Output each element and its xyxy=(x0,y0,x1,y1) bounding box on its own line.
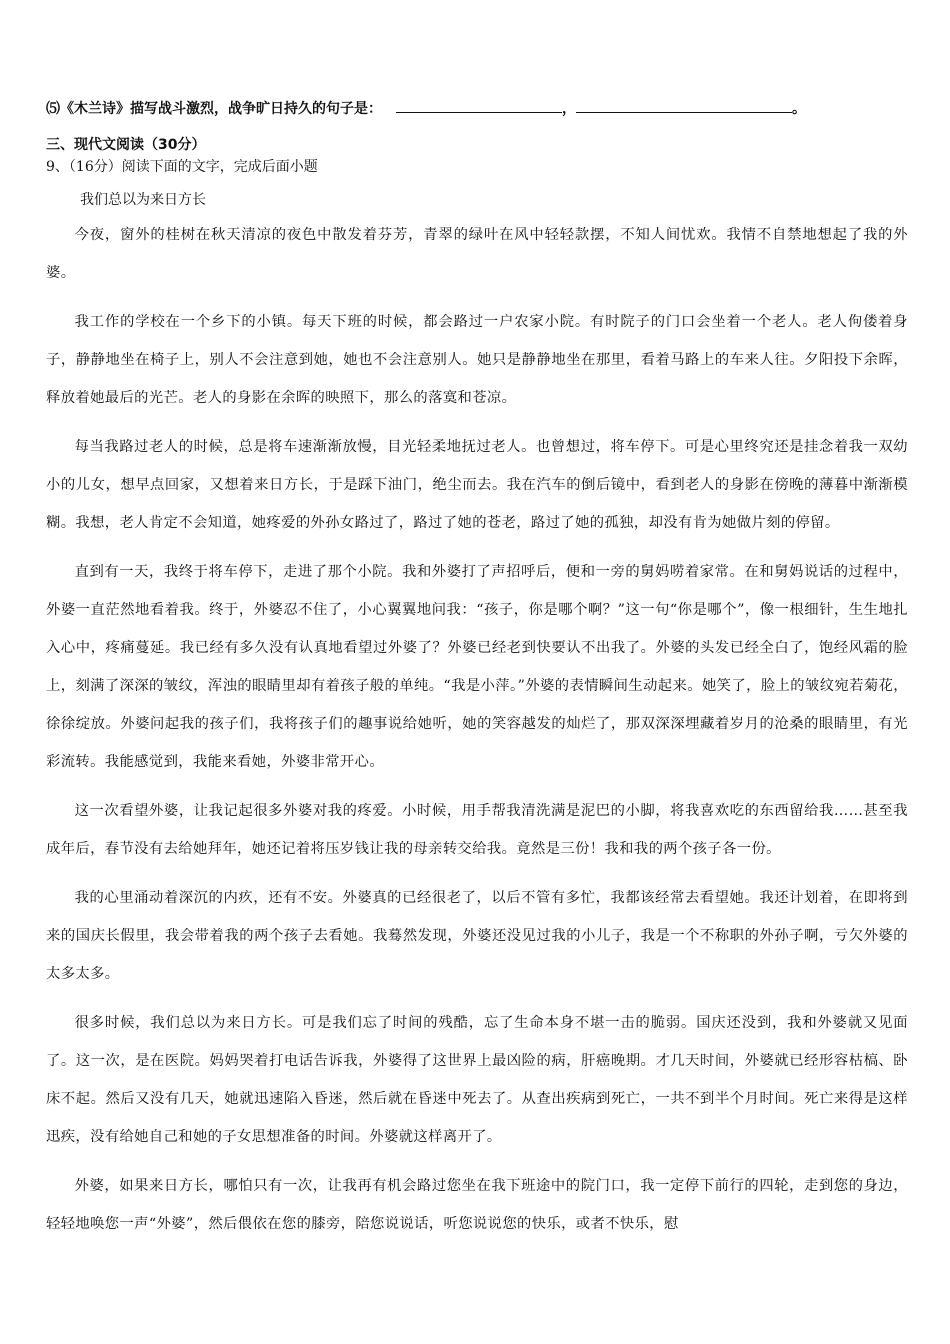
article-paragraph: 直到有一天，我终于将车停下，走进了那个小院。我和外婆打了声招呼后，便和一旁的舅妈唠着家常。在和舅妈说话的过程中，外婆一直茫然地看着我。终于，外婆忍不住了，小心翼翼地问我：“孩子，你是哪个啊？”这一句“你是哪个”，像一根细针，生生地扎入心中，疼痛蔓延。我已经有多久没有认真地看望过外婆了？外婆已经老到快要认不出我了。外婆的头发已经全白了，饱经风霜的脸上，刻满了深深的皱纹，浑浊的眼睛里却有着孩子般的单纯。“我是小萍。”外婆的表情瞬间生动起来。她笑了，脸上的皱纹宛若菊花，徐徐绽放。外婆问起我的孩子们，我将孩子们的趣事说给她听，她的笑容越发的灿烂了，那双深深埋藏着岁月的沧桑的眼睛里，有光彩流转。我能感觉到，我能来看她，外婆非常开心。 xyxy=(46,564,908,770)
exam-page xyxy=(46,98,908,1243)
question-5 xyxy=(46,98,908,122)
section-heading: 三、现代文阅读（30分） xyxy=(46,137,206,153)
article-paragraph: 今夜，窗外的桂树在秋天清凉的夜色中散发着芬芳，青翠的绿叶在风中轻轻款摆，不知人间忧欢。我情不自禁地想起了我的外婆。 xyxy=(46,227,908,281)
question-5-label: ⑸《木兰诗》描写战斗激烈，战争旷日持久的句子是： xyxy=(46,101,382,117)
article-paragraph: 我工作的学校在一个乡下的小镇。每天下班的时候，都会路过一户农家小院。有时院子的门口会坐着一个老人。老人佝偻着身子，静静地坐在椅子上，别人不会注意到她，她也不会注意别人。她只是静静地坐在那里，看着马路上的车来人往。夕阳投下余晖，释放着她最后的光芒。老人的身影在余晖的映照下，那么的落寞和苍凉。 xyxy=(46,314,908,406)
answer-blank-1[interactable] xyxy=(396,98,562,113)
answer-blank-2[interactable] xyxy=(576,98,792,113)
article-title: 我们总以为来日方长 xyxy=(80,192,206,208)
article-paragraph: 这一次看望外婆，让我记起很多外婆对我的疼爱。小时候，用手帮我清洗满是泥巴的小脚，将我喜欢吃的东西留给我……甚至我成年后，春节没有去给她拜年，她还记着将压岁钱让我的母亲转交给我。竟然是三份！我和我的两个孩子各一份。 xyxy=(46,803,908,857)
question-9-prompt: 9、（16分）阅读下面的文字，完成后面小题 xyxy=(46,159,318,175)
article-paragraph: 很多时候，我们总以为来日方长。可是我们忘了时间的残酷，忘了生命本身不堪一击的脆弱。国庆还没到，我和外婆就又见面了。这一次，是在医院。妈妈哭着打电话告诉我，外婆得了这世界上最凶险的病，肝癌晚期。才几天时间，外婆就已经形容枯槁、卧床不起。然后又没有几天，她就迅速陷入昏迷，然后就在昏迷中死去了。从查出疾病到死亡，一共不到半个月时间。死亡来得是这样迅疾，没有给她自己和她的子女思想准备的时间。外婆就这样离开了。 xyxy=(46,1015,908,1145)
question-5-separator: ， xyxy=(562,101,576,117)
article-paragraph: 我的心里涌动着深沉的内疚，还有不安。外婆真的已经很老了，以后不管有多忙，我都该经常去看望她。我还计划着，在即将到来的国庆长假里，我会带着我的两个孩子去看她。我蓦然发现，外婆还没见过我的小儿子，我是一个不称职的外孙子啊，亏欠外婆的太多太多。 xyxy=(46,890,908,982)
article-paragraph: 每当我路过老人的时候，总是将车速渐渐放慢，目光轻柔地抚过老人。也曾想过，将车停下。可是心里终究还是挂念着我一双幼小的儿女，想早点回家，又想着来日方长，于是踩下油门，绝尘而去。我在汽车的倒后镜中，看到老人的身影在傍晚的薄暮中渐渐模糊。我想，老人肯定不会知道，她疼爱的外孙女路过了，路过了她的苍老，路过了她的孤独，却没有肯为她做片刻的停留。 xyxy=(46,439,908,531)
article-paragraph: 外婆，如果来日方长，哪怕只有一次，让我再有机会路过您坐在我下班途中的院门口，我一定停下前行的四轮，走到您的身边，轻轻地唤您一声“外婆”，然后偎依在您的膝旁，陪您说说话，听您说说您的快乐，或者不快乐，慰 xyxy=(46,1178,908,1232)
article-body xyxy=(46,216,908,1243)
question-5-end: 。 xyxy=(792,101,806,117)
